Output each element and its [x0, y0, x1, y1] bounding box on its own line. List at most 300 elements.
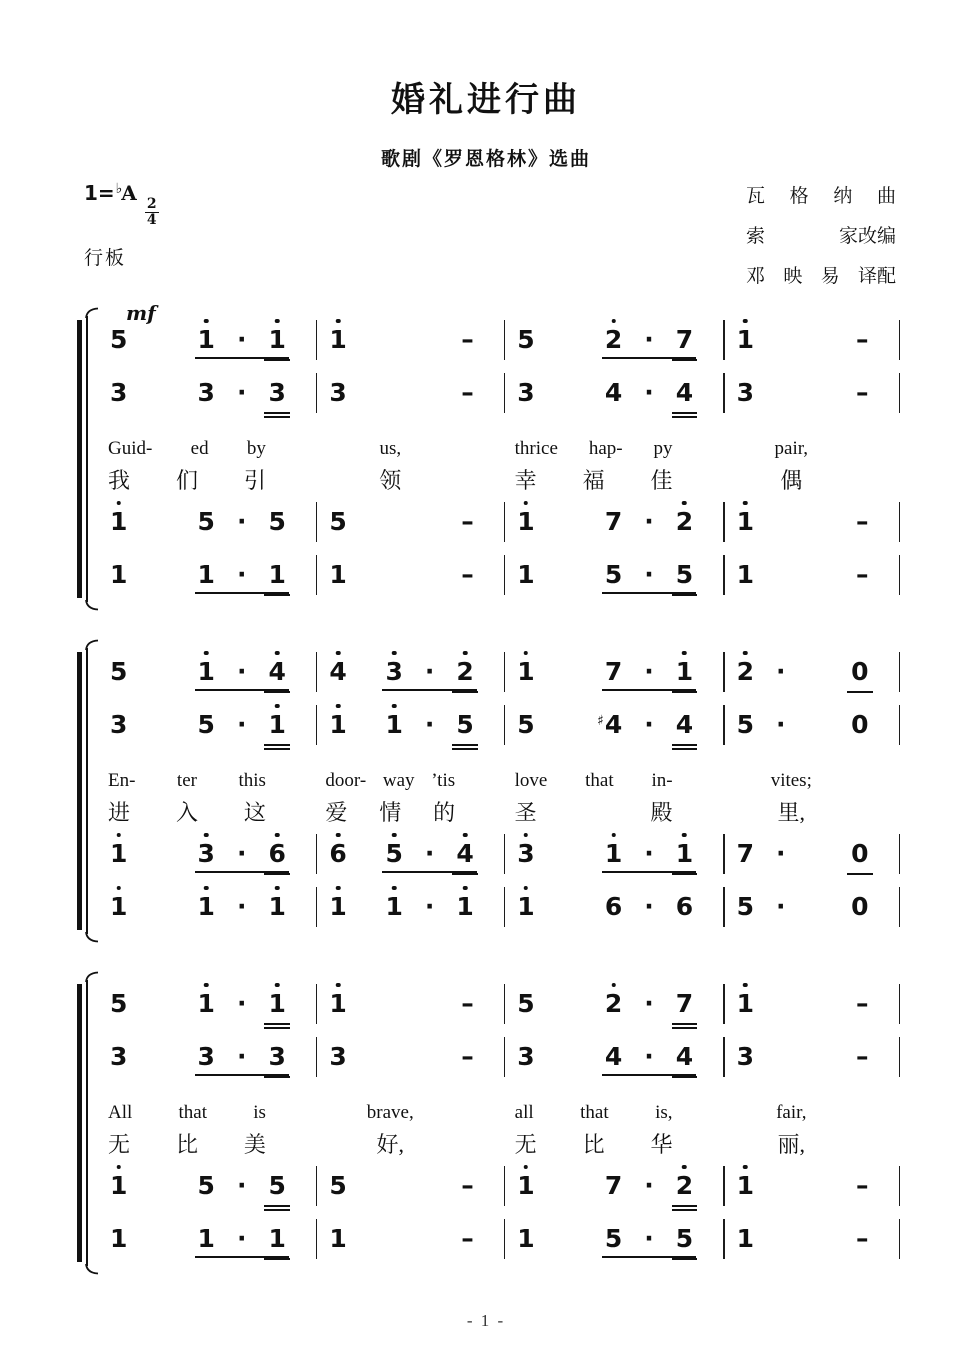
note-group	[461, 1041, 474, 1071]
glyph: 1	[456, 891, 474, 921]
note-group	[197, 709, 286, 739]
glyph: ·	[236, 1223, 247, 1253]
glyph: 3	[517, 1041, 535, 1071]
note-group	[382, 838, 476, 873]
brace-thin-bar	[86, 648, 88, 934]
note-group	[517, 506, 535, 536]
octave-dot-above	[336, 833, 341, 838]
note-token	[675, 988, 694, 1018]
note-group	[604, 891, 694, 921]
augmentation-dot	[644, 1041, 654, 1071]
glyph: ·	[236, 988, 247, 1018]
note-group	[461, 506, 474, 536]
note-token	[329, 559, 347, 589]
system-3	[76, 979, 900, 1267]
syllable: 幸	[514, 467, 537, 493]
rhythm-underline	[672, 1258, 697, 1260]
glyph: 3	[268, 377, 286, 407]
measure	[98, 1170, 316, 1200]
note-token	[736, 838, 755, 868]
syllable: by	[246, 437, 266, 459]
octave-dot-above	[463, 651, 468, 656]
note-token	[197, 506, 215, 536]
credit-text: 格	[789, 185, 809, 207]
glyph: 1	[329, 324, 347, 354]
glyph: –	[461, 1223, 474, 1253]
note-token	[517, 506, 535, 536]
measure	[98, 324, 316, 359]
key-tempo-block	[84, 181, 159, 270]
syllable: all	[514, 1101, 534, 1123]
glyph: 1	[268, 1223, 286, 1253]
measure	[317, 506, 503, 536]
rhythm-underline	[264, 1023, 289, 1025]
lyric-measure	[98, 1128, 314, 1159]
note-group	[517, 377, 535, 407]
note-group	[851, 656, 869, 686]
lyric-measure	[315, 1128, 503, 1159]
note-group	[197, 891, 286, 921]
glyph: ·	[644, 559, 654, 589]
glyph: 3	[736, 1041, 755, 1071]
syllable: 偶	[780, 467, 803, 493]
octave-dot-above	[743, 501, 748, 506]
measure	[505, 709, 723, 739]
glyph: 3	[110, 377, 128, 407]
glyph: 5	[268, 1170, 286, 1200]
measure	[317, 988, 503, 1018]
glyph: ·	[644, 377, 654, 407]
note-group	[517, 1223, 535, 1253]
note-token	[675, 324, 694, 354]
note-group	[736, 559, 755, 589]
glyph: 5	[736, 709, 755, 739]
note-token	[329, 709, 347, 739]
voice-row-soprano	[98, 647, 900, 700]
note-token	[604, 891, 623, 921]
voice-row-bass	[98, 882, 900, 935]
syllable: that	[178, 1101, 207, 1123]
voice-row-soprano	[98, 315, 900, 368]
syllable: fair,	[776, 1101, 807, 1123]
note-token	[736, 1223, 755, 1253]
octave-dot-above	[116, 501, 121, 506]
lyric-measure	[505, 438, 721, 460]
augmentation-dot	[236, 709, 247, 739]
rhythm-underline	[672, 1076, 697, 1078]
note-token	[197, 838, 215, 868]
lyric-measure	[722, 1128, 898, 1159]
credit-text: 索	[746, 225, 766, 247]
note-group	[195, 324, 289, 359]
syllable: door-	[325, 769, 367, 791]
glyph: ·	[236, 891, 247, 921]
rhythm-underline	[672, 594, 697, 596]
note-token	[604, 838, 623, 868]
system-lines	[98, 979, 900, 1267]
measure	[317, 1041, 503, 1071]
glyph: 5	[197, 506, 215, 536]
glyph: 1	[110, 1170, 128, 1200]
note-token	[268, 1223, 286, 1253]
glyph: 5	[604, 559, 623, 589]
glyph: ·	[644, 709, 654, 739]
syllable: ed	[190, 437, 209, 459]
brace-hook	[84, 1264, 99, 1275]
note-token	[517, 559, 535, 589]
credit-text: 瓦	[746, 185, 766, 207]
note-token	[110, 1170, 128, 1200]
note-group	[197, 377, 286, 407]
note-group	[517, 1041, 535, 1071]
glyph: 5	[110, 324, 128, 354]
note-token	[110, 377, 128, 407]
rhythm-underline	[264, 1076, 289, 1078]
glyph: ·	[776, 838, 786, 868]
song-title: 婚礼进行曲	[391, 81, 581, 119]
octave-dot-above	[116, 886, 121, 891]
barline	[899, 1219, 901, 1259]
glyph: –	[856, 377, 869, 407]
augmentation-dot	[644, 1223, 654, 1253]
note-group	[461, 559, 474, 589]
key-signature	[84, 181, 159, 229]
syllable: 福	[582, 467, 605, 493]
note-token	[851, 709, 869, 739]
glyph: 5	[517, 709, 535, 739]
glyph: 2	[456, 656, 474, 686]
measure	[317, 709, 503, 739]
note-group	[856, 324, 869, 354]
glyph: ·	[644, 838, 654, 868]
note-group	[851, 891, 869, 921]
time-signature-denominator: 4	[146, 212, 157, 229]
note-group	[329, 377, 347, 407]
octave-dot-above	[392, 704, 397, 709]
dash-note	[856, 324, 869, 354]
note-group	[110, 377, 128, 407]
syllable: 引	[243, 467, 266, 493]
measure	[505, 891, 723, 921]
credit-text: 易	[820, 265, 840, 287]
augmentation-dot	[236, 1041, 247, 1071]
dash-note	[856, 988, 869, 1018]
note-group	[329, 988, 347, 1018]
glyph: 3	[329, 377, 347, 407]
lyrics-en	[98, 753, 900, 791]
augmentation-dot	[236, 1170, 247, 1200]
measure	[725, 377, 899, 407]
glyph: 1	[329, 1223, 347, 1253]
rhythm-underline	[264, 1205, 289, 1207]
measure	[725, 988, 899, 1018]
note-token	[329, 838, 347, 868]
glyph: –	[856, 506, 869, 536]
glyph: 3	[517, 377, 535, 407]
rhythm-underline	[672, 1027, 697, 1029]
glyph: 1	[517, 891, 535, 921]
note-group	[604, 1170, 694, 1200]
measure	[505, 988, 723, 1018]
octave-dot-above	[743, 1165, 748, 1170]
augmentation-dot	[236, 891, 247, 921]
syllable: Guid-	[108, 437, 153, 459]
note-group	[110, 838, 128, 868]
note-group	[195, 838, 289, 873]
measure	[725, 891, 899, 921]
note-group	[736, 506, 755, 536]
glyph: 5	[517, 988, 535, 1018]
system-brace	[76, 647, 98, 935]
note-token	[736, 656, 755, 686]
note-group	[385, 891, 474, 921]
note-token	[736, 324, 755, 354]
meta-row	[0, 171, 972, 301]
syllable: 华	[650, 1131, 673, 1157]
note-token	[268, 506, 286, 536]
note-group	[329, 891, 347, 921]
lyric-measure	[505, 770, 721, 792]
dash-note	[461, 1041, 474, 1071]
credit-text: 曲	[876, 185, 896, 207]
lyric-measure	[98, 770, 314, 792]
glyph: 5	[329, 1170, 347, 1200]
measure	[505, 559, 723, 594]
note-token	[329, 377, 347, 407]
syllable: 进	[108, 799, 131, 825]
glyph: –	[856, 1170, 869, 1200]
glyph: –	[856, 324, 869, 354]
voice-row-tenor	[98, 497, 900, 550]
note-token	[517, 1223, 535, 1253]
note-token	[675, 891, 694, 921]
glyph: 4	[675, 709, 694, 739]
augmentation-dot	[644, 988, 654, 1018]
augmentation-dot	[236, 656, 247, 686]
syllable: 这	[243, 799, 266, 825]
glyph: –	[461, 1170, 474, 1200]
measure	[317, 377, 503, 407]
measure	[317, 891, 503, 921]
barline	[899, 834, 901, 874]
syllable: 殿	[650, 799, 673, 825]
augmentation-dot	[644, 838, 654, 868]
octave-dot-above	[463, 833, 468, 838]
note-group	[856, 559, 869, 589]
note-token	[385, 656, 403, 686]
rhythm-underline	[264, 594, 289, 596]
note-token	[197, 891, 215, 921]
glyph: 5	[675, 559, 694, 589]
measure	[98, 891, 316, 921]
note-group	[385, 709, 474, 739]
glyph: 3	[385, 656, 403, 686]
note-token	[517, 838, 535, 868]
lyric-measure	[98, 1102, 314, 1124]
glyph: 1	[110, 838, 128, 868]
glyph: 1	[736, 1170, 755, 1200]
octave-dot-above	[682, 833, 687, 838]
measure	[505, 1041, 723, 1076]
flat-sign: ♭	[115, 180, 123, 197]
glyph: 1	[197, 1223, 215, 1253]
augmentation-dot	[776, 838, 786, 868]
octave-dot-above	[682, 501, 687, 506]
glyph: 2	[604, 324, 623, 354]
glyph: 1	[736, 1223, 755, 1253]
syllable: 我	[108, 467, 131, 493]
barline	[899, 320, 901, 360]
octave-dot-above	[524, 1165, 529, 1170]
note-group	[517, 656, 535, 686]
glyph: 1	[736, 324, 755, 354]
octave-dot-above	[682, 1165, 687, 1170]
syllable: is,	[655, 1101, 673, 1123]
measure	[98, 656, 316, 691]
augmentation-dot	[236, 988, 247, 1018]
glyph: 5	[675, 1223, 694, 1253]
glyph: 1	[517, 656, 535, 686]
dash-note	[856, 1223, 869, 1253]
rhythm-underline	[672, 412, 697, 414]
lyric-measure	[722, 796, 898, 827]
note-group	[110, 559, 128, 589]
brace-hook	[84, 639, 99, 650]
syllable: 无	[514, 1131, 537, 1157]
note-group	[110, 709, 128, 739]
augmentation-dot	[776, 891, 786, 921]
lyric-measure	[98, 796, 314, 827]
glyph: –	[856, 988, 869, 1018]
glyph: 3	[736, 377, 755, 407]
note-token	[268, 891, 286, 921]
glyph: ·	[236, 656, 247, 686]
note-token	[604, 1170, 623, 1200]
syllable: brave,	[366, 1101, 414, 1123]
note-token	[110, 559, 128, 589]
note-token	[197, 656, 215, 686]
measure	[725, 1170, 899, 1200]
syllable: way	[382, 769, 415, 791]
note-token	[604, 1223, 623, 1253]
note-token	[736, 891, 755, 921]
sheet-music-page	[0, 72, 972, 1370]
measure	[505, 838, 723, 873]
glyph: ·	[644, 324, 654, 354]
lyric-measure	[505, 464, 721, 495]
lyric-measure	[98, 438, 314, 460]
brace-thick-bar	[77, 320, 82, 598]
octave-dot-above	[275, 704, 280, 709]
dash-note	[461, 1223, 474, 1253]
glyph: 1	[268, 559, 286, 589]
note-token	[675, 506, 694, 536]
glyph: 4	[675, 377, 694, 407]
glyph: 6	[329, 838, 347, 868]
rhythm-underline	[672, 1205, 697, 1207]
syllable: hap-	[588, 437, 623, 459]
note-group	[736, 377, 755, 407]
syllable: 比	[582, 1131, 605, 1157]
note-token	[736, 1041, 755, 1071]
rhythm-underline	[264, 1027, 289, 1029]
note-token	[110, 709, 128, 739]
augmentation-dot	[644, 709, 654, 739]
note-group	[517, 559, 535, 589]
glyph: 1	[110, 506, 128, 536]
brace-thick-bar	[77, 652, 82, 930]
glyph: 1	[675, 656, 694, 686]
glyph: 5	[110, 988, 128, 1018]
augmentation-dot	[644, 891, 654, 921]
syllable: 爱	[325, 799, 348, 825]
glyph: 5	[197, 1170, 215, 1200]
glyph: 3	[329, 1041, 347, 1071]
note-token	[675, 656, 694, 686]
glyph: 1	[197, 656, 215, 686]
augmentation-dot	[424, 709, 435, 739]
note-group	[602, 838, 696, 873]
syllable: ’tis	[431, 769, 456, 791]
measure	[317, 324, 503, 354]
syllable: that	[580, 1101, 609, 1123]
rhythm-underline	[672, 691, 697, 693]
measure	[505, 324, 723, 359]
note-group	[736, 656, 786, 686]
octave-dot-above	[275, 319, 280, 324]
glyph: 1	[517, 1223, 535, 1253]
glyph: 3	[197, 377, 215, 407]
note-group	[517, 709, 535, 739]
note-token	[197, 324, 215, 354]
measure	[98, 377, 316, 407]
rhythm-underline	[672, 873, 697, 875]
note-group	[110, 506, 128, 536]
system-brace	[76, 979, 98, 1267]
glyph: 1	[736, 559, 755, 589]
credit-text: 邓	[746, 265, 766, 287]
credit-line	[746, 261, 896, 288]
glyph: 1	[517, 559, 535, 589]
syllable: 圣	[514, 799, 537, 825]
octave-dot-above	[463, 886, 468, 891]
note-group	[736, 891, 786, 921]
note-token	[268, 838, 286, 868]
note-token	[604, 1041, 623, 1071]
measure	[505, 1223, 723, 1258]
octave-dot-above	[611, 319, 616, 324]
lyrics-zh	[98, 1119, 900, 1161]
rhythm-underline	[452, 748, 477, 750]
glyph: –	[461, 988, 474, 1018]
voice-row-tenor	[98, 829, 900, 882]
note-token	[329, 656, 347, 686]
barline	[899, 555, 901, 595]
note-token	[329, 1170, 347, 1200]
rhythm-underline	[672, 1209, 697, 1211]
octave-dot-above	[204, 319, 209, 324]
octave-dot-above	[336, 886, 341, 891]
octave-dot-above	[275, 833, 280, 838]
measure	[725, 1223, 899, 1253]
glyph: 1	[517, 506, 535, 536]
note-group	[736, 838, 786, 868]
glyph: 1	[268, 324, 286, 354]
octave-dot-above	[336, 983, 341, 988]
note-token	[517, 1041, 535, 1071]
note-group	[517, 891, 535, 921]
syllable: is	[253, 1101, 266, 1123]
